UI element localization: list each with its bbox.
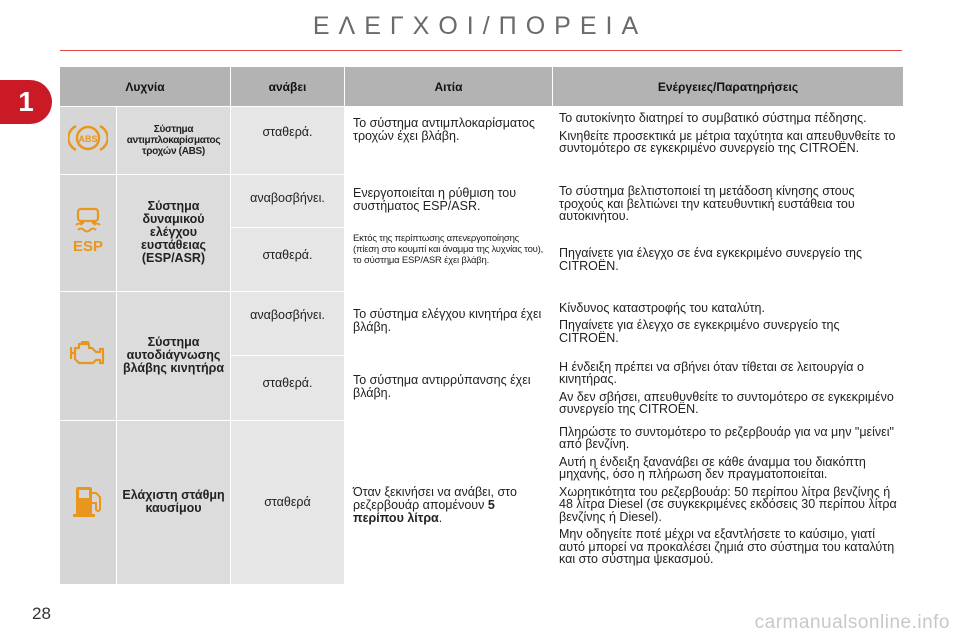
engine-action-blinking bbox=[553, 291, 904, 355]
engine-action-1a: Κίνδυνος καταστροφής του καταλύτη. bbox=[559, 300, 765, 315]
esp-cause-steady: Εκτός της περίπτωσης απενεργοποίησης (πίεση στο κουμπί και άναμμα της λυχνίας του), το σύστημα ESP/ASR έχει βλάβη. bbox=[345, 227, 553, 291]
engine-icon bbox=[68, 338, 108, 368]
esp-action-steady: Πηγαίνετε για έλεγχο σε ένα εγκεκριμένο συνεργείο της CITROËN. bbox=[553, 227, 904, 291]
abs-action-1: Το αυτοκίνητο διατηρεί το συμβατικό σύστημα πέδησης. bbox=[559, 111, 867, 125]
engine-action-2a: Η ένδειξη πρέπει να σβήνει όταν τίθεται σε λειτουργία ο κινητήρας. bbox=[559, 359, 864, 386]
fuel-cause bbox=[345, 420, 553, 584]
esp-icon bbox=[70, 205, 106, 255]
abs-action bbox=[553, 107, 904, 175]
header-state: ανάβει bbox=[231, 67, 345, 107]
abs-icon bbox=[68, 121, 108, 155]
fuel-pump-icon bbox=[71, 481, 105, 519]
fuel-action-3: Χωρητικότητα του ρεζερβουάρ: 50 περίπου λίτρα βενζίνης ή 48 λίτρα Diesel (σε συγκεκριμένες εκδόσεις 30 περίπου λίτρα βενζίνης ή Diesel). bbox=[559, 484, 897, 524]
esp-name: Σύστημα δυναμικού ελέγχου ευστάθειας (ESP/ASR) bbox=[117, 175, 231, 292]
abs-name: Σύστημα αντιμπλοκαρίσματος τροχών (ABS) bbox=[117, 107, 231, 175]
svg-text:ESP: ESP bbox=[72, 238, 104, 256]
fuel-cause-text: Όταν ξεκινήσει να ανάβει, στο ρεζερβουάρ απομένουν bbox=[353, 484, 517, 512]
abs-icon-cell bbox=[60, 107, 117, 175]
engine-action-2b: Αν δεν σβήσει, απευθυνθείτε το συντομότερο σε εγκεκριμένο συνεργείο της CITROËN. bbox=[559, 389, 894, 416]
engine-state-blinking: αναβοσβήνει. bbox=[231, 291, 345, 355]
watermark: carmanualsonline.info bbox=[754, 612, 950, 633]
warning-lamps-table bbox=[59, 66, 904, 585]
engine-action-1b: Πηγαίνετε για έλεγχο σε εγκεκριμένο συνεργείο της CITROËN. bbox=[559, 318, 840, 345]
table-row-fuel bbox=[60, 420, 904, 584]
fuel-action-2: Αυτή η ένδειξη ξανανάβει σε κάθε άναμμα του διακόπτη μηχανής, όσο η πλήρωση δεν πραγματοποιείται. bbox=[559, 454, 866, 481]
page-number: 28 bbox=[32, 604, 51, 623]
title-rule bbox=[60, 50, 902, 51]
header-cause: Αιτία bbox=[345, 67, 553, 107]
esp-action-blinking: Το σύστημα βελτιστοποιεί τη μετάδοση κίνησης στους τροχούς και βελτιώνει την κατευθυντική ευστάθεια του αυτοκινήτου. bbox=[553, 175, 904, 228]
esp-state-steady: σταθερά. bbox=[231, 227, 345, 291]
table-header-row bbox=[60, 67, 904, 107]
abs-cause: Το σύστημα αντιμπλοκαρίσματος τροχών έχει βλάβη. bbox=[345, 107, 553, 175]
engine-name: Σύστημα αυτοδιάγνωσης βλάβης κινητήρα bbox=[117, 291, 231, 420]
fuel-action bbox=[553, 420, 904, 584]
fuel-icon-cell bbox=[60, 420, 117, 584]
fuel-cause-end: . bbox=[438, 510, 443, 525]
header-lamp: Λυχνία bbox=[60, 67, 231, 107]
esp-state-blinking: αναβοσβήνει. bbox=[231, 175, 345, 228]
fuel-action-4: Μην οδηγείτε ποτέ μέχρι να εξαντλήσετε το καύσιμο, γιατί αυτό μπορεί να προκαλέσει ζημιά στο σύστημα του καταλύτη και στο σύστημα ψεκασμού. bbox=[559, 527, 895, 566]
engine-cause-steady: Το σύστημα αντιρρύπανσης έχει βλάβη. bbox=[345, 355, 553, 420]
esp-icon-cell bbox=[60, 175, 117, 292]
page-title: ΕΛΕΓΧΟΙ/ΠΟΡΕΙΑ bbox=[312, 12, 648, 40]
engine-cause-blinking: Το σύστημα ελέγχου κινητήρα έχει βλάβη. bbox=[345, 291, 553, 355]
engine-action-steady bbox=[553, 355, 904, 420]
table-row-esp-blinking bbox=[60, 175, 904, 228]
fuel-state: σταθερά bbox=[231, 420, 345, 584]
abs-state: σταθερά. bbox=[231, 107, 345, 175]
fuel-action-1: Πληρώστε το συντομότερο το ρεζερβουάρ για να μην "μείνει" από βενζίνη. bbox=[559, 424, 894, 451]
table-row-abs bbox=[60, 107, 904, 175]
abs-action-2: Κινηθείτε προσεκτικά με μέτρια ταχύτητα και απευθυνθείτε το συντομότερο σε εγκεκριμένο συνεργείο της CITROËN. bbox=[559, 128, 896, 155]
svg-text:ABS: ABS bbox=[78, 134, 98, 144]
engine-state-steady: σταθερά. bbox=[231, 355, 345, 420]
fuel-name: Ελάχιστη στάθμη καυσίμου bbox=[117, 420, 231, 584]
table-row-engine-blinking bbox=[60, 291, 904, 355]
header-action: Ενέργειες/Παρατηρήσεις bbox=[553, 67, 904, 107]
fuel-cause-liters: 5 περίπου λίτρα bbox=[353, 497, 495, 525]
esp-cause-blinking: Ενεργοποιείται η ρύθμιση του συστήματος ESP/ASR. bbox=[345, 175, 553, 228]
engine-icon-cell bbox=[60, 291, 117, 420]
chapter-tab: 1 bbox=[0, 80, 52, 124]
